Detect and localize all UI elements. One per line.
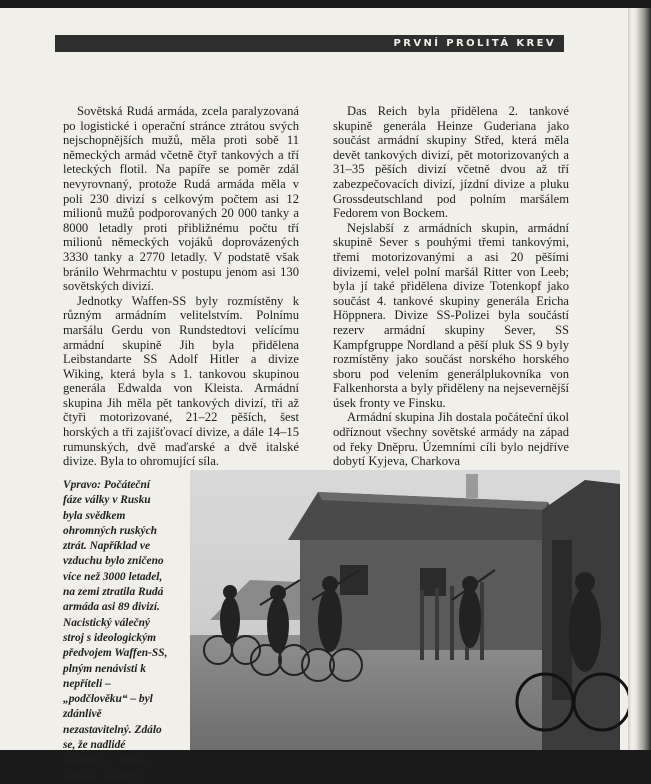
paragraph: Nejslabší z armádních skupin, armádní skupině Sever s pouhými třemi tankovými, třemi motorizovanými a asi 20 pěšími divizemi, velel polní maršál Ritter von Leeb; byla jí také přidělena divize Totenkopf jako součást 4. tankové skupiny generála Ericha Höppnera. Divize SS-Polizei byla součástí rezerv armádní skupiny Sever, SS Kampfgruppe Nordland a pěší pluk SS 9 byly rozmístěny jako součást norského horského sboru pod velením generálplukovníka von Falkenhorsta a byly přiděleny na nejsevernější úsek fronty ve Finsku. xyxy=(333,220,569,410)
paragraph: Sovětská Rudá armáda, zcela paralyzovaná po logistické i operační stránce ztrátou svých nejschopnějších mužů, měla proti sobě 11 německých armád včetně čtyř tankových a tří leteckých flotil. Na papíře se poměr zdál nevyrovnaný, protože Rudá armáda měla v poli 230 divizí s celkovým počtem asi 12 milionů mužů podporovaných 20 000 tanky a 8000 letadly proti přibližnému počtu tří milionů německých vojáků doprovázených 3330 tanky a 2770 letadly. V podstatě však bránilo Wehrmachtu v postupu jenom asi 130 sovětských divizí. xyxy=(63,104,299,294)
running-header-title: PRVNÍ PROLITÁ KREV xyxy=(393,38,556,49)
running-header xyxy=(55,35,564,52)
paragraph: Armádní skupina Jih dostala počáteční úkol odříznout všechny sovětské armády na západ od řeky Dněpru. Územními cíli bylo nejdříve dobytí Kyjeva, Charkova xyxy=(333,410,569,469)
photo-caption: Vpravo: Počáteční fáze války v Rusku byla svědkem ohromných ruských ztrát. Například ve vzduchu bylo zničeno více než 3000 letadel, na zemi ztratila Rudá armáda asi 89 divizí. Nacistický válečný stroj s ideologickým předvojem Waffen-SS, plným nenávisti k nepříteli – „podčlověku“ – byl zdánlivě nezastavitelný. Zdálo se, že nadlidé dosáhnou v Rusku dalšího snadného xyxy=(63,479,168,782)
paragraph: Jednotky Waffen-SS byly rozmístěny k různým armádním velitelstvím. Polnímu maršálu Gerdu von Rundstedtovi velícímu armádní skupině Jih byla přidělena Leibstandarte SS Adolf Hitler a divize Wiking, která byla s 1. tankovou skupinou generála Edwalda von Kleista. Armádní skupina Jih měla pět tankových divizí, tři až čtyři motorizované, 21–22 pěších, šest horských a tři zajišťovací divize, a dále 14–15 rumunských, dvě maďarské a dvě italské divize. Byla to ohromující síla. xyxy=(63,293,299,469)
text-column-left xyxy=(63,104,299,469)
paragraph: Das Reich byla přidělena 2. tankové skupině generála Heinze Guderiana jako součást armádní skupiny Střed, která měla devět tankových divizí, pět motorizovaných a 31–35 pěších divizí včetně dvou až tří zabezpečovacích divizí, jízdní divize a pluku Grossdeutschland pod polním maršálem Fedorem von Bockem. xyxy=(333,104,569,221)
text-column-right xyxy=(333,104,569,469)
book-page xyxy=(0,8,628,782)
historical-photo xyxy=(190,470,620,750)
page-edge xyxy=(628,8,651,750)
